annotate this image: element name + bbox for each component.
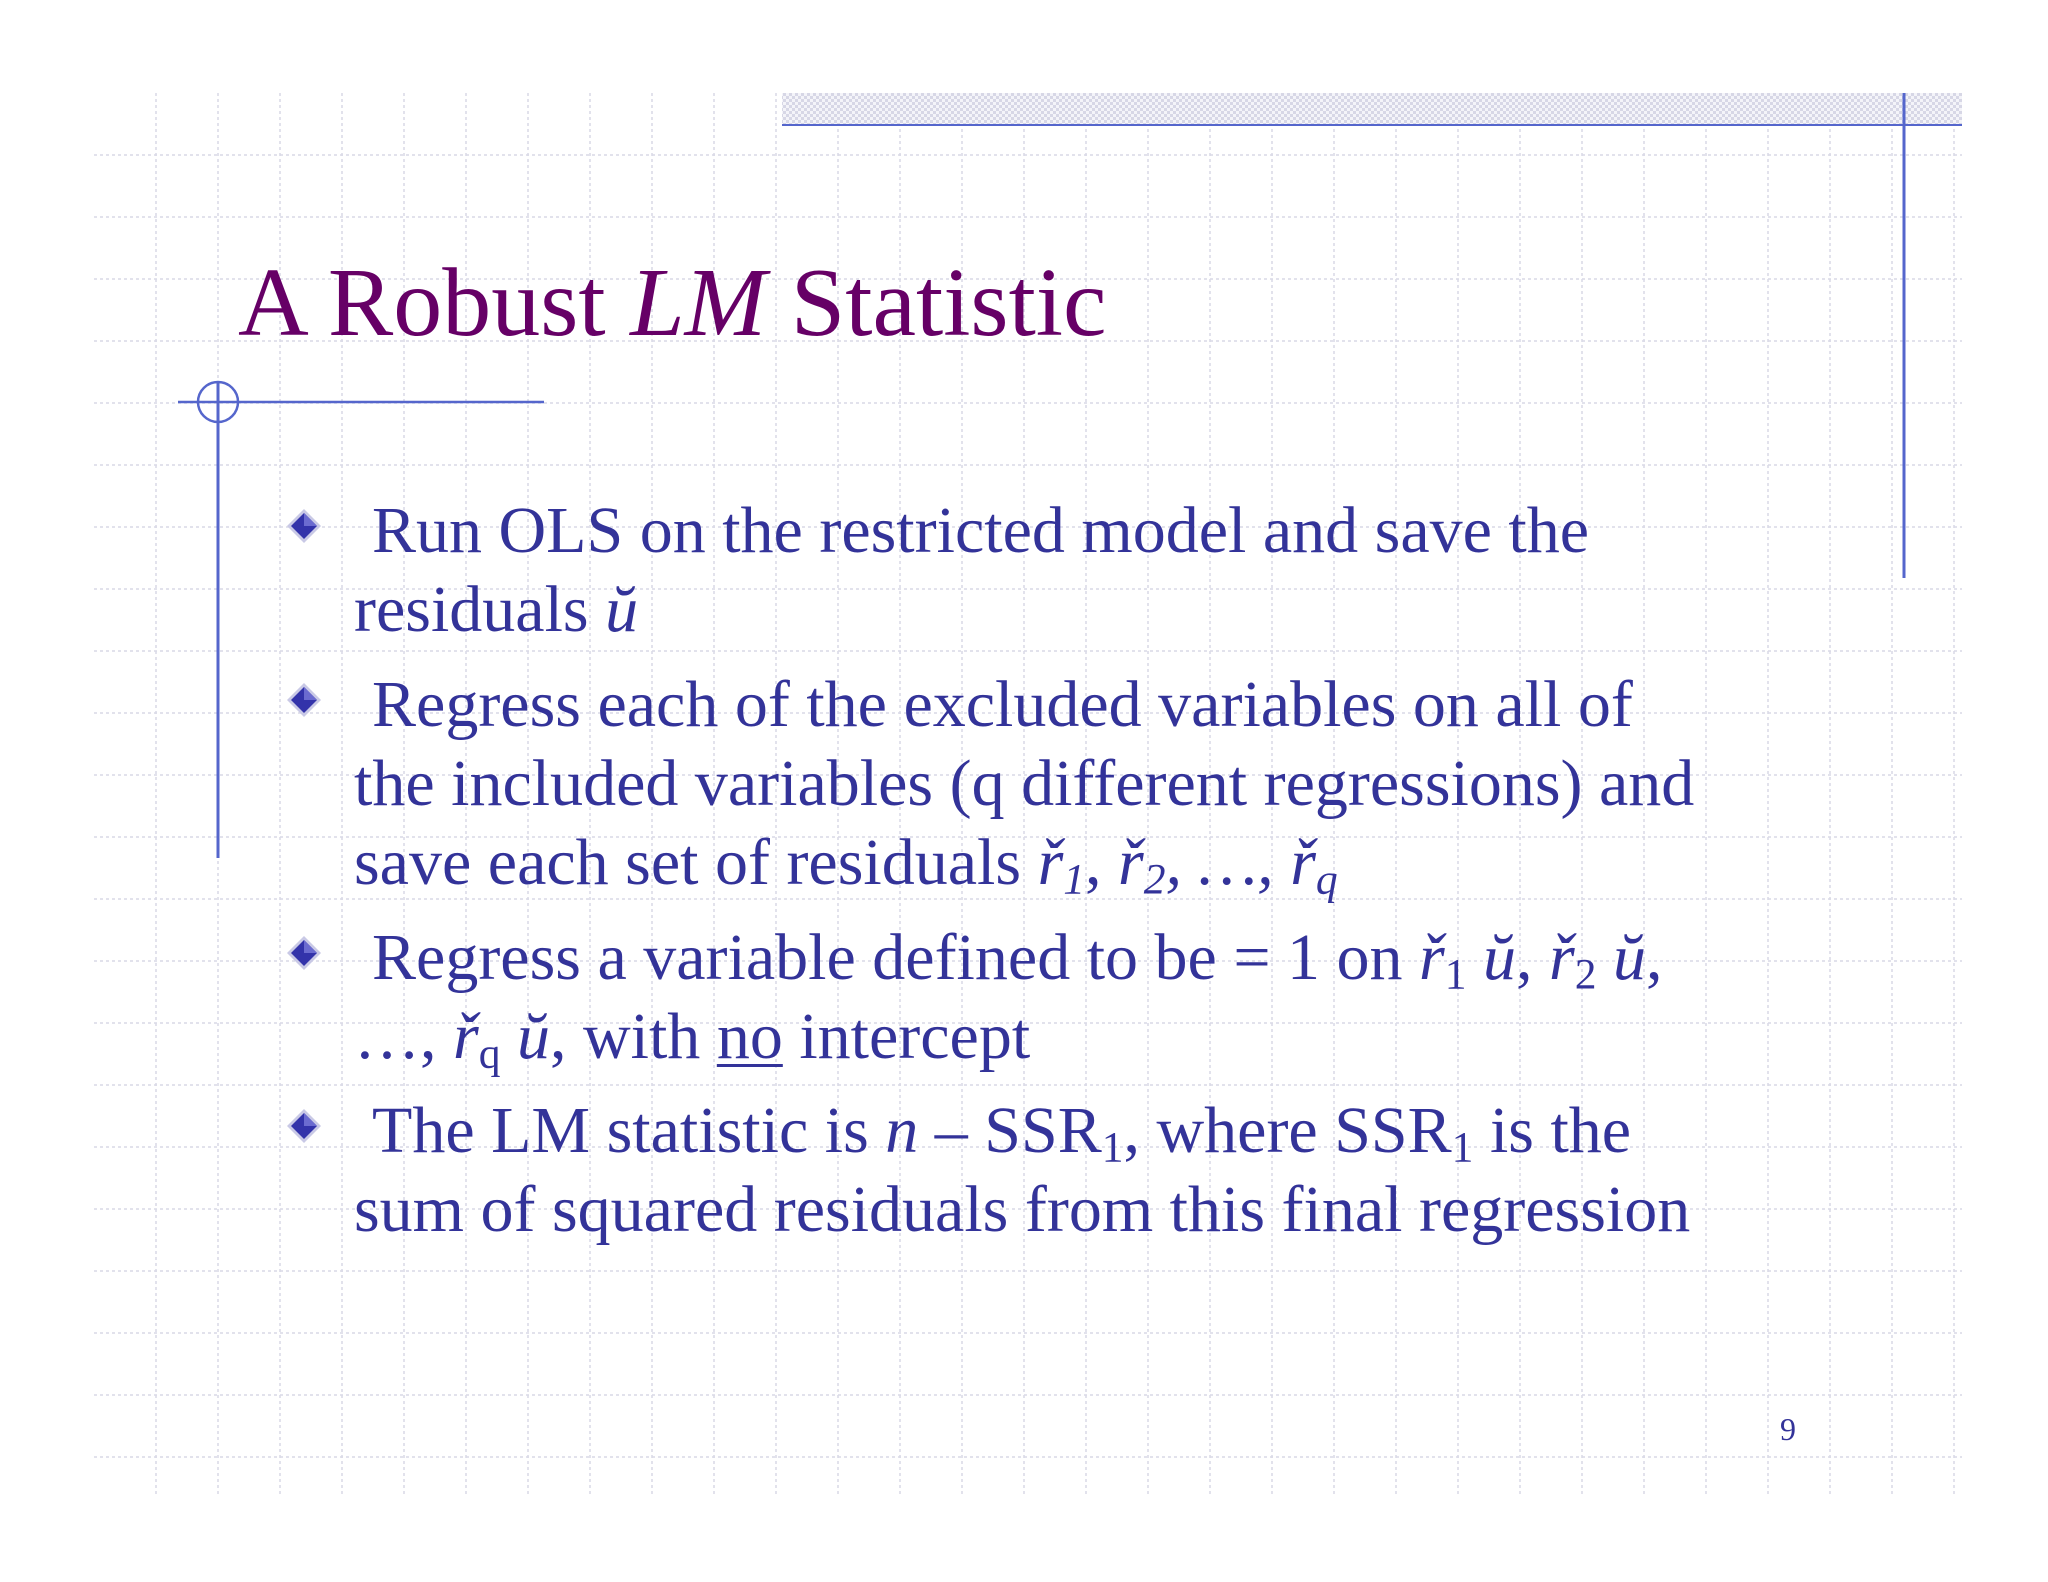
bullet-4-text: – SSR [918,1094,1102,1167]
subscript: 2 [1143,855,1166,904]
bullet-3-text: intercept [782,1000,1031,1073]
r-symbol: ř [1037,826,1064,899]
bullet-2-line-2: the included variables (q different regressions) and [354,747,1695,820]
diamond-bullet-icon [286,682,322,718]
r-symbol: ř [1290,826,1316,899]
subscript: 1 [1451,1123,1474,1172]
subscript: 1 [1444,950,1467,999]
bullet-4-line-2: sum of squared residuals from this final regression [354,1173,1691,1246]
bullet-3-line-1: Regress a variable defined to be = 1 on $ř_1$ ŭ, $ř_2$ ŭ, [372,921,1663,999]
subscript: q [1315,855,1338,904]
separator: , [1085,826,1119,899]
r-symbol: ř [1549,921,1575,994]
bullet-4-text: , where SSR [1123,1094,1452,1167]
diamond-bullet-icon [286,508,322,544]
u-hat-symbol: ŭ [605,573,639,646]
bullet-2-text: save each set of residuals [354,826,1038,899]
bullet-2-line-3 [354,826,1338,904]
u-hat-symbol: ŭ [1612,921,1646,994]
bullet-3-text: Regress a variable defined to be = 1 on [372,921,1420,994]
r-symbol: ř [453,1000,479,1073]
subscript: 1 [1101,1123,1124,1172]
r-symbol: ř [1118,826,1144,899]
r-symbol: ř [1419,921,1445,994]
page-number: 9 [1780,1411,1796,1447]
title-text-lm: LM [630,249,767,357]
title-text-end: Statistic [766,249,1107,357]
underlined-no: no [716,1000,783,1073]
bullet-2-line-1: Regress each of the excluded variables on all of [372,668,1633,741]
subscript: 2 [1574,950,1597,999]
u-hat-symbol: ŭ [1483,921,1517,994]
bullet-1-line-2 [354,573,639,646]
bullet-4-line-1 [372,1094,1632,1172]
bullet-4-text: is the [1473,1094,1632,1167]
n-symbol: n [885,1094,919,1167]
bullet-1-text: residuals [354,573,606,646]
subscript: 1 [1063,855,1086,904]
bullet-3-line-2 [354,1000,1031,1078]
diamond-bullet-icon [286,935,322,971]
subscript: q [478,1029,501,1078]
bullet-4-text: The LM statistic is [372,1094,886,1167]
separator: , [1516,921,1550,994]
ellipsis: …, [354,1000,453,1073]
title-text-start: A Robust [238,249,631,357]
bullet-3-text: , with [549,1000,717,1073]
bullet-1-line-1: Run OLS on the restricted model and save the [372,494,1590,567]
u-hat-symbol: ŭ [516,1000,550,1073]
diamond-bullet-icon [286,1108,322,1144]
ellipsis: , …, [1165,826,1291,899]
